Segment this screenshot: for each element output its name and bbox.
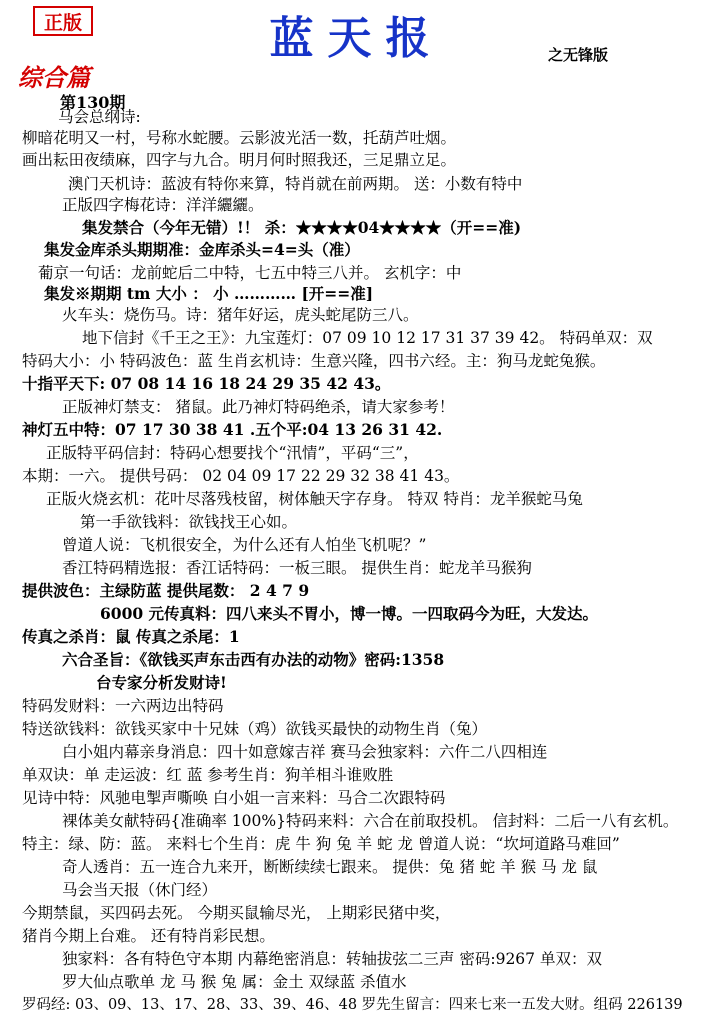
text-line: 今期禁鼠，买四码去死。 今期买鼠输尽光， 上期彩民猪中奖， xyxy=(22,904,451,922)
text-line: 裸体美女献特码{准确率 100%}特码来料：六合在前取投机。 信封料：二后一八有玄机。 xyxy=(62,812,679,830)
text-line: 特码大小：小 特码波色：蓝 生肖玄机诗：生意兴隆，四书六经。主：狗马龙蛇兔猴。 xyxy=(22,352,606,370)
edition-label: 之无锋版 xyxy=(548,46,609,64)
text-line: 正版神灯禁支： 猪鼠。此乃神灯特码绝杀，请大家参考！ xyxy=(62,398,455,416)
text-line: 白小姐内幕亲身消息：四十如意嫁吉祥 赛马会独家料：六仵二八四相连 xyxy=(62,743,548,761)
text-line: 特送欲钱料：欲钱买家中十兄妹（鸡）欲钱买最快的动物生肖（兔） xyxy=(22,720,488,738)
text-line: 马会总纲诗: xyxy=(58,108,141,126)
text-line: 地下信封《千王之王》：九宝莲灯：07 09 10 12 17 31 37 39 42。 特码单双：双 xyxy=(82,329,653,347)
text-line: 集发金库杀头期期准：金库杀头=4=头（准） xyxy=(44,240,360,259)
text-line: 画出耘田夜绩麻，四字与九合。明月何时照我还，三足鼎立足。 xyxy=(22,151,457,169)
text-line: 集发※期期 tm 大小 ： 小 ………… [开==准] xyxy=(44,284,374,303)
text-line: 特码发财料：一六两边出特码 xyxy=(22,697,224,715)
text-line: 独家料：各有特色守本期 内幕绝密消息：转轴拔弦二三声 密码:9267 单双：双 xyxy=(62,950,602,968)
text-line: 单双诀：单 走运波：红 蓝 参考生肖：狗羊相斗谁败胜 xyxy=(22,766,394,784)
text-line: 神灯五中特：07 17 30 38 41 .五个平:04 13 26 31 42. xyxy=(22,420,443,439)
text-line: 罗大仙点歌单 龙 马 猴 兔 属：金土 双绿蓝 杀值水 xyxy=(62,973,407,991)
text-line: 猪肖今期上台难。 还有特肖彩民想。 xyxy=(22,927,275,945)
text-line: 香江特码精选报：香江话特码：一板三眼。 提供生肖：蛇龙羊马猴狗 xyxy=(62,559,532,577)
text-line: 葡京一句话：龙前蛇后二中特，七五中特三八并。 玄机字：中 xyxy=(38,264,462,282)
page-title: 蓝天报 xyxy=(269,13,444,64)
text-line: 奇人透肖：五一连合九来开，断断续续七跟来。 提供：兔 猪 蛇 羊 猴 马 龙 鼠 xyxy=(62,858,598,876)
text-line: 罗码经: 03、09、13、17、28、33、39、46、48 罗先生留言：四来七来一五发大财。组码 226139 xyxy=(22,997,683,1013)
text-line: 六合圣旨：《欲钱买声东击西有办法的动物》密码:1358 xyxy=(62,650,445,669)
text-line: 澳门天机诗：蓝波有特你来算，特肖就在前两期。 送：小数有特中 xyxy=(68,175,523,193)
text-line: 见诗中特：风驰电掣声嘶唤 白小姐一言来料：马合二次跟特码 xyxy=(22,789,446,807)
text-line: 本期：一六。 提供号码： 02 04 09 17 22 29 32 38 41 43。 xyxy=(22,467,460,485)
text-line: 台专家分析发财诗! xyxy=(96,673,227,692)
text-line: 正版特平码信封：特码心想要找个“汛情”，平码“三”， xyxy=(46,444,419,462)
text-line: 第一手欲钱料：欲钱找王心如。 xyxy=(80,513,298,531)
text-line: 特主：绿、防：蓝。 来料七个生肖：虎 牛 狗 兔 羊 蛇 龙 曾道人说：“坎坷道路马难回” xyxy=(22,835,620,853)
text-line: 提供波色：主绿防蓝 提供尾数： 2 4 7 9 xyxy=(22,581,310,600)
text-line: 马会当天报（休门经） xyxy=(62,881,218,899)
text-line: 十指平天下: 07 08 14 16 18 24 29 35 42 43。 xyxy=(22,374,391,393)
text-line: 传真之杀肖：鼠 传真之杀尾：1 xyxy=(22,627,240,646)
text-line: 曾道人说：飞机很安全，为什么还有人怕坐飞机呢？” xyxy=(62,536,427,554)
text-line: 正版火烧玄机：花叶尽落残枝留，树体触天字存身。 特双 特肖：龙羊猴蛇马兔 xyxy=(46,490,583,508)
text-line: 集发禁合（今年无错）!！ 杀：★★★★04★★★★（开==准) xyxy=(82,218,522,237)
genuine-badge: 正版 xyxy=(33,6,93,36)
issue-number: 第130期 xyxy=(60,93,126,112)
text-line: 6000 元传真料：四八来头不胃小，博一博。一四取码今为旺，大发达。 xyxy=(100,604,599,623)
text-line: 柳暗花明又一村，号称水蛇腰。云影波光活一数，托葫芦吐烟。 xyxy=(22,129,457,147)
text-line: 火车头：烧伤马。诗：猪年好运，虎头蛇尾防三八。 xyxy=(62,306,419,324)
text-line: 正版四字梅花诗：洋洋纚纚。 xyxy=(62,196,264,214)
section-heading: 综合篇 xyxy=(18,63,90,92)
